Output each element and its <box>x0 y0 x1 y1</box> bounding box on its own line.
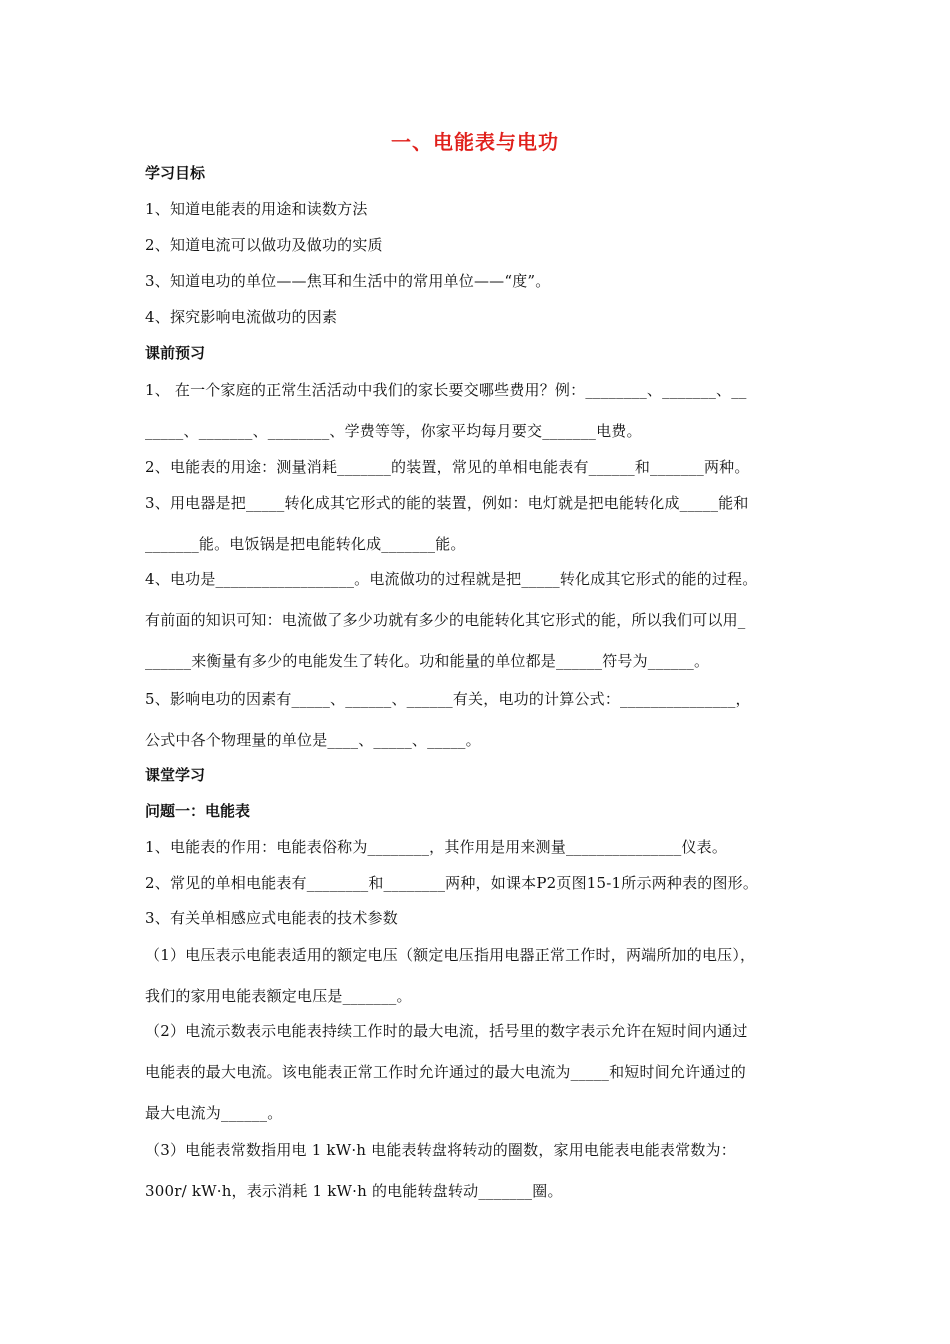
text-line: （1）电压表示电能表适用的额定电压（额定电压指用电器正常工作时，两端所加的电压）， <box>145 946 756 964</box>
text-line: 2、常见的单相电能表有________和________两种，如课本P2页图15-1所示两种表的图形。 <box>145 874 759 892</box>
text-line: 3、有关单相感应式电能表的技术参数 <box>145 909 398 927</box>
text-line: 公式中各个物理量的单位是____、_____、_____。 <box>145 731 481 749</box>
text-line: 3、知道电功的单位——焦耳和生活中的常用单位——“度”。 <box>145 272 551 290</box>
text-line: 1、电能表的作用：电能表俗称为________，其作用是用来测量_______________仪表。 <box>145 838 728 856</box>
text-line: _____、_______、________、学费等等，你家平均每月要交_______电费。 <box>145 422 642 440</box>
text-line: 3、用电器是把_____转化成其它形式的能的装置，例如：电灯就是把电能转化成_____能和 <box>145 494 749 512</box>
text-line: （3）电能表常数指用电 1 kW·h 电能表转盘将转动的圈数，家用电能表电能表常数为： <box>145 1141 736 1159</box>
text-line: 我们的家用电能表额定电压是_______。 <box>145 987 412 1005</box>
section-heading-preview: 课前预习 <box>145 344 206 362</box>
text-line: 4、电功是__________________。电流做功的过程就是把_____转化成其它形式的能的过程。 <box>145 570 758 588</box>
text-line: 最大电流为______。 <box>145 1104 283 1122</box>
text-line: 电能表的最大电流。该电能表正常工作时允许通过的最大电流为_____和短时间允许通过的 <box>145 1063 746 1081</box>
text-line: 300r/ kW·h，表示消耗 1 kW·h 的电能转盘转动_______圈。 <box>145 1182 563 1200</box>
text-line: 5、影响电功的因素有_____、______、______有关，电功的计算公式：_______________， <box>145 690 751 708</box>
text-line: 1、知道电能表的用途和读数方法 <box>145 200 368 218</box>
section-heading-class: 课堂学习 <box>145 766 206 784</box>
section-heading-problem1: 问题一：电能表 <box>145 802 251 820</box>
section-heading-objectives: 学习目标 <box>145 164 206 182</box>
page-title: 一、电能表与电功 <box>391 130 559 154</box>
text-line: 4、探究影响电流做功的因素 <box>145 308 338 326</box>
text-line: 1、 在一个家庭的正常生活活动中我们的家长要交哪些费用？例：________、_______、__ <box>145 381 747 399</box>
text-line: _______能。电饭锅是把电能转化成_______能。 <box>145 535 466 553</box>
text-line: ______来衡量有多少的电能发生了转化。功和能量的单位都是______符号为______。 <box>145 652 710 670</box>
text-line: 有前面的知识可知：电流做了多少功就有多少的电能转化其它形式的能，所以我们可以用_ <box>145 611 746 629</box>
text-line: （2）电流示数表示电能表持续工作时的最大电流，括号里的数字表示允许在短时间内通过 <box>145 1022 748 1040</box>
text-line: 2、知道电流可以做功及做功的实质 <box>145 236 383 254</box>
text-line: 2、电能表的用途：测量消耗_______的装置，常见的单相电能表有______和_______两种。 <box>145 458 750 476</box>
